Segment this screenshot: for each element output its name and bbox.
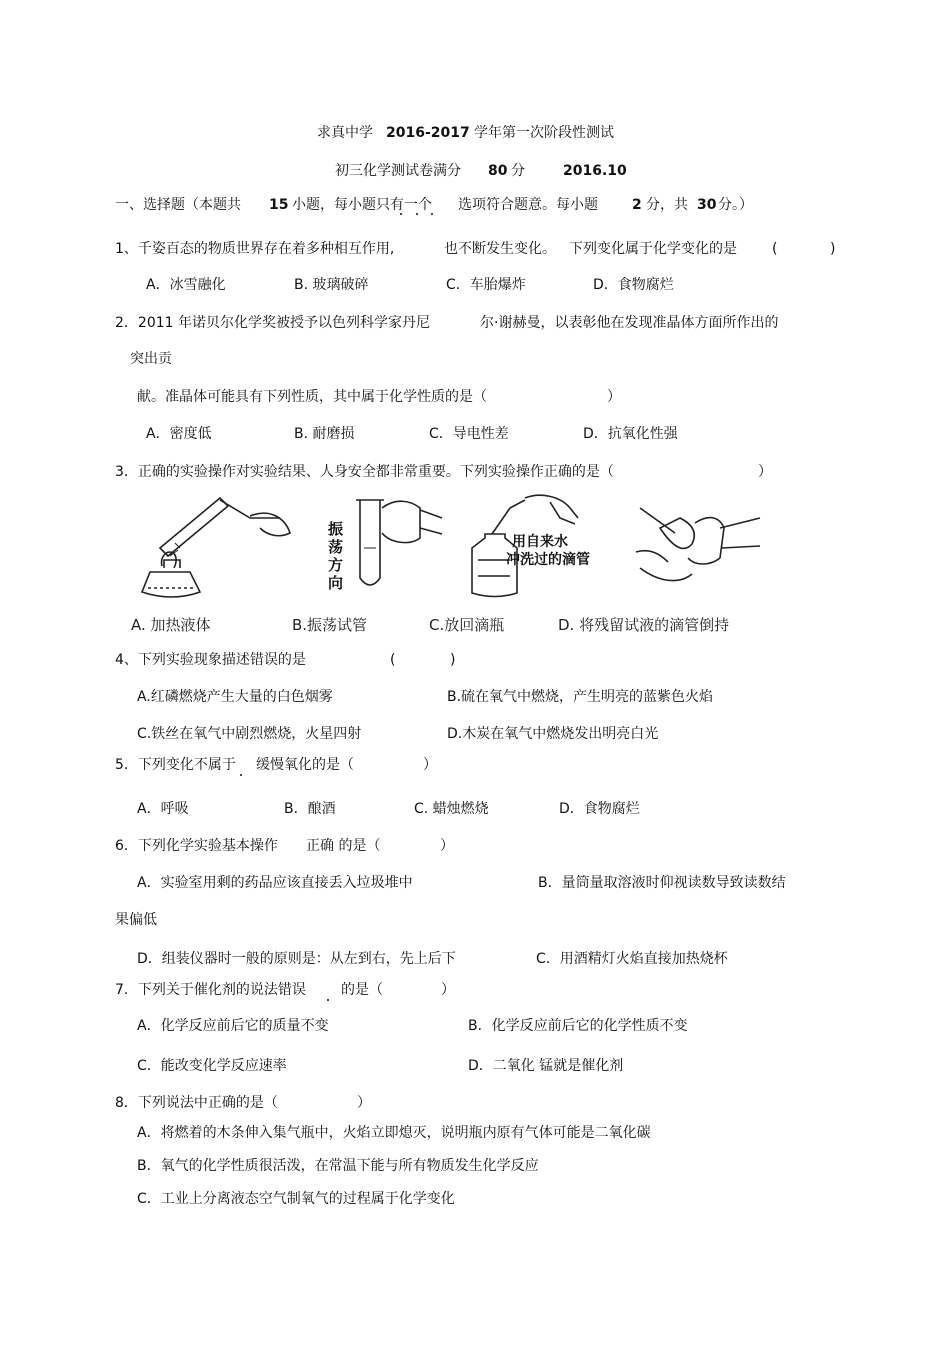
q8-paren-right: ） (357, 1095, 371, 1111)
q7-stem-b: 的是（ (341, 982, 383, 998)
q7-option-b: B．化学反应前后它的化学性质不变 (468, 1018, 688, 1034)
q3-paren-right: ） (758, 464, 772, 480)
q1-stem-a: 1、千姿百态的物质世界存在着多种相互作用, (115, 241, 395, 257)
q2-option-c: C．导电性差 (429, 426, 509, 442)
q2-option-d: D．抗氧化性强 (583, 426, 678, 442)
section-heading-e: 分。） (718, 197, 753, 213)
section-heading-d: 分，共 (646, 197, 688, 213)
q1-stem-c: 下列变化属于化学变化的是 (569, 241, 737, 257)
q7-stem-a: 7．下列关于催化剂的说法错误 (115, 982, 306, 998)
q6-stem-b: 正确 的是（ (306, 838, 381, 854)
q4-option-c: C.铁丝在氧气中剧烈燃烧，火星四射 (137, 726, 362, 742)
q1-paren-left: ( (772, 241, 778, 257)
q4-paren-left: ( (390, 652, 396, 668)
q7-option-a: A．化学反应前后它的质量不变 (137, 1018, 329, 1034)
figure-caption-b: B.振荡试管 (292, 616, 368, 634)
emphasis-dot (240, 774, 242, 776)
q5-option-d: D．食物腐烂 (559, 801, 640, 817)
q8-option-a: A．将燃着的木条伸入集气瓶中，火焰立即熄灭，说明瓶内原有气体可能是二氧化碳 (137, 1125, 651, 1141)
inverted-dropper-drawing (636, 508, 760, 581)
q6-option-b-cont: 果偏低 (115, 912, 157, 928)
q2-option-b: B. 耐磨损 (294, 426, 355, 442)
q8-option-c: C．工业上分离液态空气制氧气的过程属于化学变化 (137, 1191, 455, 1207)
emphasis-dot (431, 213, 433, 215)
score-unit: 分 (511, 163, 525, 179)
q2-option-a: A．密度低 (146, 426, 212, 442)
section-count: 15 (269, 197, 289, 213)
dropper-note-line1: 用自来水 (512, 534, 568, 550)
test-date: 2016.10 (563, 163, 627, 179)
q6-option-a: A．实验室用剩的药品应该直接丢入垃圾堆中 (137, 875, 413, 891)
q2-stem-a: 2．2011 年诺贝尔化学奖被授予以色列科学家丹尼 (115, 315, 430, 331)
q7-option-d: D．二氧化 锰就是催化剂 (468, 1058, 624, 1074)
shake-direction-label (327, 520, 343, 592)
q1-option-b: B. 玻璃破碎 (294, 277, 369, 293)
q1-paren-right: ) (830, 241, 836, 257)
q2-stem-d: 献。准晶体可能具有下列性质，其中属于化学性质的是（ (137, 389, 487, 405)
q2-stem-c: 突出贡 (130, 351, 172, 367)
q5-paren-right: ） (423, 757, 437, 773)
subtitle-text: 初三化学测试卷满分 (335, 163, 461, 179)
school-name: 求真中学 (317, 125, 373, 141)
q5-stem-a: 5．下列变化不属于 (115, 757, 236, 773)
q6-paren-right: ） (440, 838, 454, 854)
emphasis-dot (327, 999, 329, 1001)
shaking-test-tube-drawing (356, 500, 442, 585)
q6-stem-a: 6．下列化学实验基本操作 (115, 838, 278, 854)
q5-option-a: A．呼吸 (137, 801, 189, 817)
q6-option-d: D．组装仪器时一般的原则是：从左到右，先上后下 (137, 951, 456, 967)
emphasis-dot (400, 213, 402, 215)
q4-option-b: B.硫在氧气中燃烧，产生明亮的蓝紫色火焰 (447, 689, 714, 705)
section-heading-b: 小题，每小题只有一个 (292, 197, 432, 213)
q4-option-d: D.木炭在氧气中燃烧发出明亮白光 (447, 726, 659, 742)
q3-stem: 3．正确的实验操作对实验结果、人身安全都非常重要。下列实验操作正确的是（ (115, 464, 614, 480)
q1-stem-b: 也不断发生变化。 (444, 241, 556, 257)
q5-stem-b: 缓慢氧化的是（ (256, 757, 354, 773)
q8-option-b: B．氧气的化学性质很活泼，在常温下能与所有物质发生化学反应 (137, 1158, 539, 1174)
section-each-score: 2 (632, 197, 642, 213)
section-heading-a: 一、选择题（本题共 (115, 197, 241, 213)
emphasis-dot (416, 213, 418, 215)
section-heading-c: 选项符合题意。每小题 (458, 197, 598, 213)
school-year: 2016-2017 (386, 125, 470, 141)
shake-char-3: 方 (328, 556, 344, 574)
section-total: 30 (697, 197, 717, 213)
figure-caption-c: C.放回滴瓶 (429, 616, 505, 634)
q2-stem-b: 尔·谢赫曼，以表彰他在发现准晶体方面所作出的 (480, 315, 779, 331)
full-score: 80 (488, 163, 508, 179)
q4-option-a: A.红磷燃烧产生大量的白色烟雾 (137, 689, 333, 705)
figure-caption-a: A. 加热液体 (131, 616, 211, 634)
shake-char-2: 荡 (328, 538, 344, 556)
q2-paren-right: ） (607, 389, 621, 405)
q1-option-a: A．冰雪融化 (146, 277, 226, 293)
q6-option-c: C．用酒精灯火焰直接加热烧杯 (536, 951, 728, 967)
q7-option-c: C．能改变化学反应速率 (137, 1058, 287, 1074)
q4-paren-right: ) (450, 652, 456, 668)
shake-char-4: 向 (328, 574, 344, 592)
heating-test-tube-drawing (142, 498, 290, 597)
q1-option-d: D．食物腐烂 (593, 277, 674, 293)
figure-caption-d: D. 将残留试液的滴管倒持 (558, 616, 730, 634)
q5-option-b: B．酿酒 (284, 801, 336, 817)
dropper-note-line2: 冲洗过的滴管 (506, 552, 590, 568)
q4-stem: 4、下列实验现象描述错误的是 (115, 652, 306, 668)
q1-option-c: C．车胎爆炸 (446, 277, 526, 293)
q5-option-c: C. 蜡烛燃烧 (414, 801, 489, 817)
q7-paren-right: ） (441, 982, 455, 998)
shake-char-1: 振 (328, 520, 344, 538)
q8-stem: 8．下列说法中正确的是（ (115, 1095, 278, 1111)
q6-option-b: B．量筒量取溶液时仰视读数导致读数结 (538, 875, 786, 891)
test-title: 学年第一次阶段性测试 (474, 125, 614, 141)
